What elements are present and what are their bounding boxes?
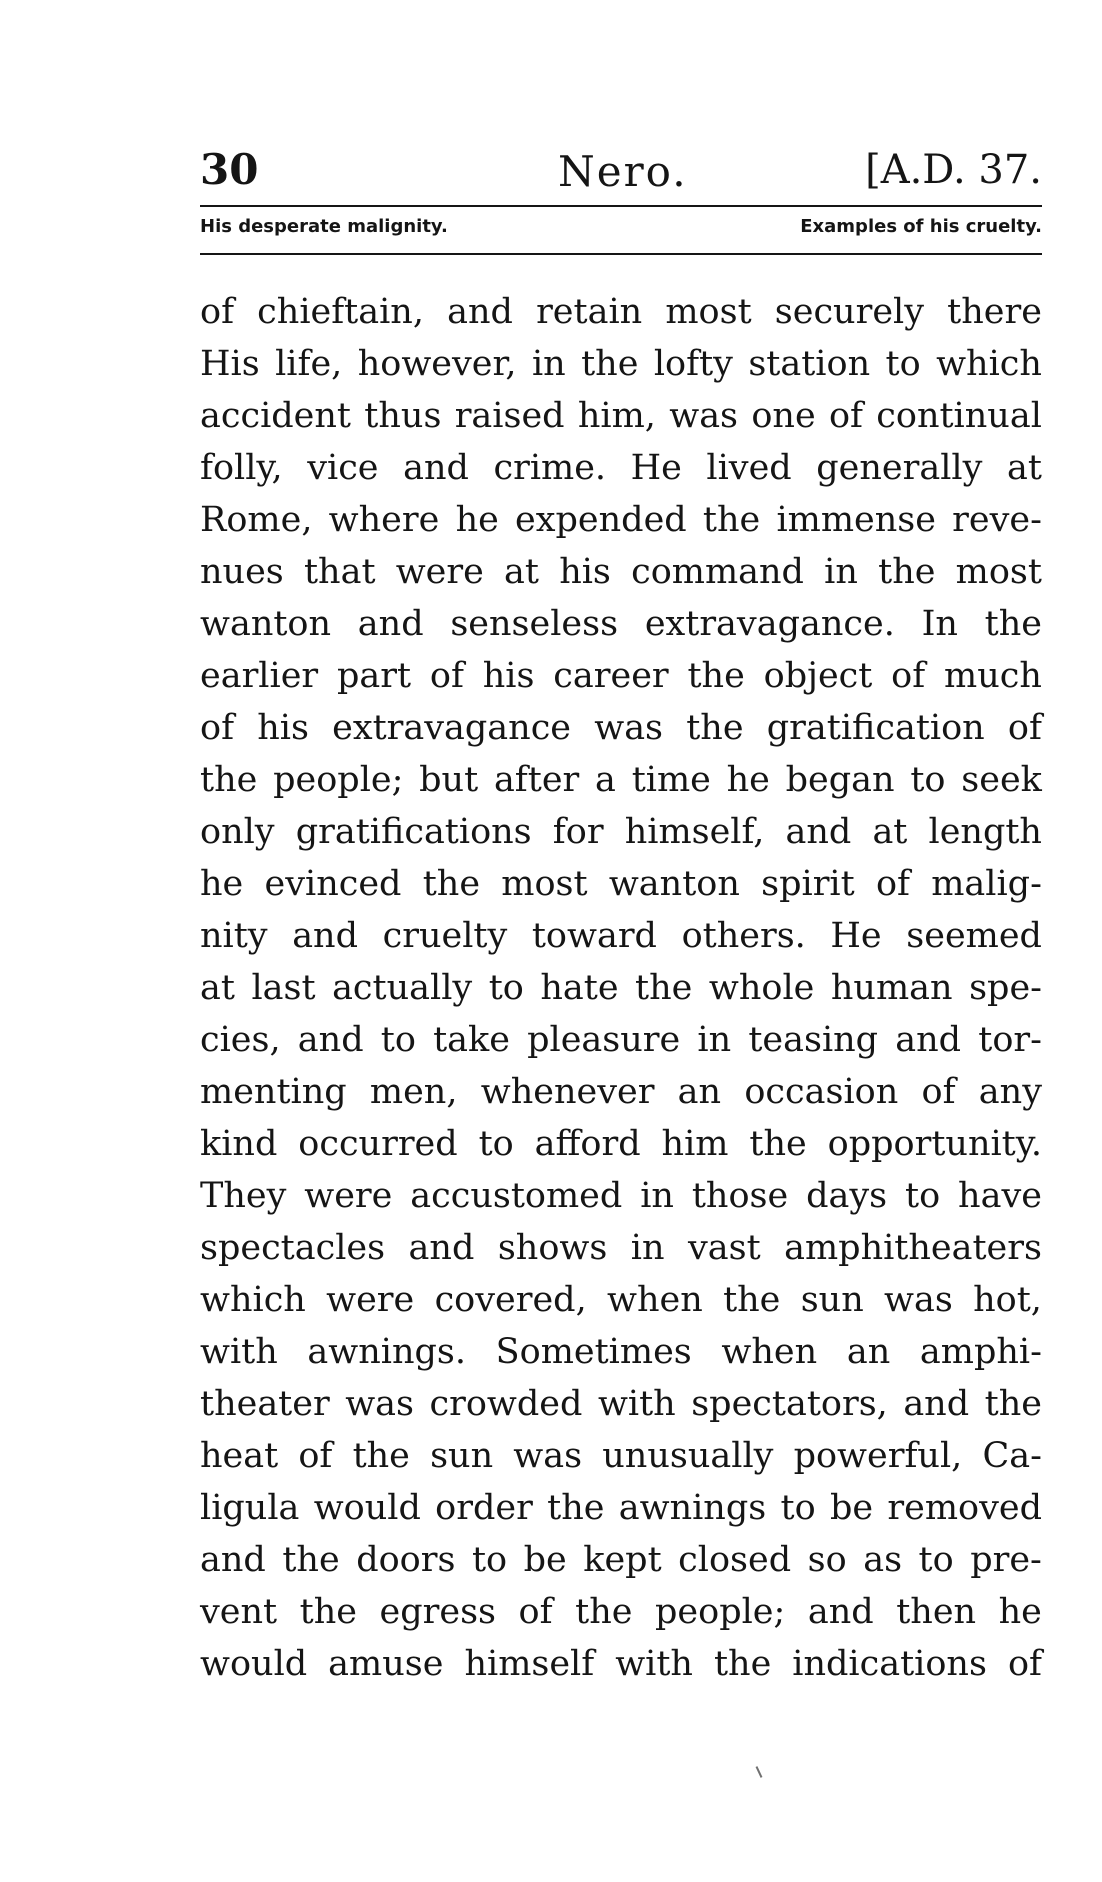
word: the (687, 656, 745, 696)
body-line (200, 910, 1042, 962)
word: of (200, 292, 235, 332)
body-line (200, 754, 1042, 806)
word: Sometimes (495, 1332, 692, 1372)
word: men, (369, 1072, 458, 1112)
word: when (721, 1332, 818, 1372)
word: in (531, 344, 566, 384)
word: part (336, 656, 412, 696)
word: the (422, 864, 481, 904)
word: of (200, 708, 235, 748)
word: much (944, 656, 1042, 696)
word: the (635, 968, 693, 1008)
word: raised (454, 396, 565, 436)
word: last (251, 968, 316, 1008)
word: securely (774, 292, 925, 332)
word: object (763, 656, 873, 696)
word: his (559, 552, 611, 592)
body-line (200, 962, 1042, 1014)
word: were (395, 552, 484, 592)
word: in (697, 1020, 732, 1060)
word: teasing (748, 1020, 879, 1060)
word: closed (678, 1540, 792, 1580)
word: of (1007, 1644, 1042, 1684)
word: in (630, 1228, 665, 1268)
word: of (921, 1072, 956, 1112)
word: powerful, (793, 1436, 963, 1476)
word: with (597, 1384, 676, 1424)
word: egress (379, 1592, 496, 1632)
word: as (863, 1540, 903, 1580)
word: of (828, 396, 863, 436)
word: cies, (200, 1020, 281, 1060)
word: Ca- (982, 1436, 1042, 1476)
word: opportunity. (827, 1124, 1042, 1164)
word: expended (515, 500, 687, 540)
word: where (328, 500, 440, 540)
word: time (631, 760, 711, 800)
word: his (257, 708, 309, 748)
word: of (518, 1592, 553, 1632)
word: himself (464, 1644, 595, 1684)
word: He (830, 916, 882, 956)
body-line (200, 1482, 1042, 1534)
word: seemed (906, 916, 1042, 956)
word: lived (706, 448, 792, 488)
body-line (200, 546, 1042, 598)
word: to (471, 1540, 508, 1580)
word: the (686, 708, 744, 748)
body-line (200, 702, 1042, 754)
word: extravagance (332, 708, 572, 748)
word: accustomed (410, 1176, 623, 1216)
body-line (200, 390, 1042, 442)
word: began (785, 760, 895, 800)
word: pre- (970, 1540, 1042, 1580)
word: Rome, (200, 500, 313, 540)
word: occurred (298, 1124, 458, 1164)
word: the (984, 604, 1042, 644)
body-line (200, 1170, 1042, 1222)
body-line (200, 598, 1042, 650)
body-line (200, 1066, 1042, 1118)
word: others. (681, 916, 806, 956)
word: kept (583, 1540, 662, 1580)
word: career (553, 656, 669, 696)
word: with (200, 1332, 278, 1372)
word: removed (887, 1488, 1042, 1528)
word: however, (357, 344, 517, 384)
word: In (921, 604, 958, 644)
word: of (429, 656, 464, 696)
word: They (200, 1176, 287, 1216)
word: and (895, 1020, 962, 1060)
word: his (482, 656, 535, 696)
subhead-left: His desperate malignity. (200, 216, 448, 237)
word: at (872, 812, 908, 852)
word: most (665, 292, 752, 332)
word: chieftain, (257, 292, 424, 332)
word: His (200, 344, 260, 384)
word: the (723, 1280, 781, 1320)
word: malig- (931, 864, 1042, 904)
word: and (903, 1384, 970, 1424)
word: those (691, 1176, 789, 1216)
word: be (523, 1540, 567, 1580)
body-line (200, 1118, 1042, 1170)
word: crime. (493, 448, 607, 488)
word: cruelty (382, 916, 508, 956)
word: vast (687, 1228, 761, 1268)
word: the (299, 1592, 357, 1632)
word: kind (200, 1124, 278, 1164)
word: command (631, 552, 804, 592)
word: have (958, 1176, 1042, 1216)
word: generally (816, 448, 983, 488)
word: amphi- (919, 1332, 1042, 1372)
word: tor- (978, 1020, 1042, 1060)
word: and (403, 448, 469, 488)
word: vent (200, 1592, 278, 1632)
word: to (478, 1124, 514, 1164)
word: gratification (766, 708, 985, 748)
word: were (304, 1176, 393, 1216)
word: seek (961, 760, 1042, 800)
word: and (357, 604, 424, 644)
word: whenever (480, 1072, 655, 1112)
word: length (928, 812, 1042, 852)
word: to (780, 1488, 816, 1528)
word: of (298, 1436, 333, 1476)
word: and (297, 1020, 364, 1060)
word: after (493, 760, 580, 800)
word: crowded (429, 1384, 583, 1424)
page-number: 30 (200, 145, 259, 194)
word: hot, (973, 1280, 1042, 1320)
word: was (513, 1436, 583, 1476)
word: the (352, 1436, 410, 1476)
word: spirit (761, 864, 855, 904)
word: for (552, 812, 604, 852)
body-line (200, 1326, 1042, 1378)
word: toward (531, 916, 657, 956)
word: and (200, 1540, 266, 1580)
date-mark: [A.D. 37. (865, 147, 1042, 193)
word: nity (200, 916, 268, 956)
word: he (455, 500, 499, 540)
word: himself, (624, 812, 765, 852)
word: extravagance. (644, 604, 895, 644)
word: the (878, 552, 936, 592)
word: days (806, 1176, 888, 1216)
word: and (408, 1228, 475, 1268)
word: spe- (969, 968, 1042, 1008)
word: awnings (618, 1488, 767, 1528)
word: people; (655, 1592, 786, 1632)
word: of (1007, 708, 1042, 748)
word: pleasure (527, 1020, 681, 1060)
word: vice (307, 448, 379, 488)
body-text (200, 286, 1042, 1690)
word: human (830, 968, 953, 1008)
word: of (875, 864, 910, 904)
word: people; (273, 760, 404, 800)
word: whole (708, 968, 815, 1008)
word: spectacles (200, 1228, 386, 1268)
word: awnings. (307, 1332, 467, 1372)
word: to (905, 1176, 941, 1216)
word: wanton (608, 864, 740, 904)
word: to (380, 1020, 416, 1060)
word: that (303, 552, 376, 592)
word: him, (577, 396, 656, 436)
word: unusually (602, 1436, 774, 1476)
word: in (824, 552, 858, 592)
word: ligula (200, 1488, 300, 1528)
word: nues (200, 552, 284, 592)
word: the (282, 1540, 340, 1580)
word: any (978, 1072, 1042, 1112)
word: to (918, 1540, 954, 1580)
word: indications (792, 1644, 987, 1684)
body-line (200, 1638, 1042, 1690)
body-line (200, 442, 1042, 494)
word: an (677, 1072, 722, 1112)
word: and (292, 916, 359, 956)
word: menting (200, 1072, 347, 1112)
word: take (433, 1020, 510, 1060)
word: was (884, 1280, 953, 1320)
word: thus (364, 396, 442, 436)
word: the (702, 500, 761, 540)
word: so (807, 1540, 847, 1580)
word: actually (332, 968, 473, 1008)
word: was (345, 1384, 415, 1424)
word: earlier (200, 656, 319, 696)
marginal-subheads (200, 212, 1042, 246)
word: sun (430, 1436, 494, 1476)
word: spectators, (691, 1384, 888, 1424)
body-line (200, 286, 1042, 338)
body-line (200, 1430, 1042, 1482)
word: be (829, 1488, 874, 1528)
word: would (313, 1488, 421, 1528)
word: immense (776, 500, 936, 540)
word: there (947, 292, 1042, 332)
word: to (910, 760, 946, 800)
word: was (594, 708, 664, 748)
word: the (581, 344, 639, 384)
word: hate (540, 968, 619, 1008)
word: which (936, 344, 1042, 384)
word: the (749, 1124, 807, 1164)
word: and (807, 1592, 874, 1632)
word: of (891, 656, 926, 696)
word: the (575, 1592, 633, 1632)
word: afford (534, 1124, 641, 1164)
body-line (200, 1378, 1042, 1430)
word: senseless (450, 604, 619, 644)
word: but (419, 760, 479, 800)
body-line (200, 1014, 1042, 1066)
word: most (955, 552, 1042, 592)
word: when (607, 1280, 703, 1320)
body-line (200, 1274, 1042, 1326)
word: order (435, 1488, 533, 1528)
word: a (595, 760, 616, 800)
word: amphitheaters (784, 1228, 1042, 1268)
word: the (200, 760, 258, 800)
word: which (200, 1280, 306, 1320)
word: amuse (328, 1644, 444, 1684)
word: wanton (200, 604, 332, 644)
word: life, (275, 344, 343, 384)
word: then (896, 1592, 977, 1632)
word: shows (497, 1228, 608, 1268)
body-line (200, 1586, 1042, 1638)
body-line (200, 494, 1042, 546)
body-line (200, 650, 1042, 702)
word: him (661, 1124, 729, 1164)
word: lofty (653, 344, 733, 384)
word: reve- (952, 500, 1042, 540)
word: continual (876, 396, 1042, 436)
word: theater (200, 1384, 330, 1424)
word: He (630, 448, 682, 488)
word: the (984, 1384, 1042, 1424)
word: accident (200, 396, 351, 436)
body-line (200, 858, 1042, 910)
word: occasion (744, 1072, 899, 1112)
word: doors (356, 1540, 456, 1580)
word: at (200, 968, 235, 1008)
word: one (751, 396, 816, 436)
word: only (200, 812, 275, 852)
body-line (200, 338, 1042, 390)
word: an (846, 1332, 891, 1372)
word: gratifications (295, 812, 532, 852)
word: and (447, 292, 513, 332)
word: he (200, 864, 244, 904)
word: evinced (264, 864, 402, 904)
word: covered, (434, 1280, 587, 1320)
word: heat (200, 1436, 279, 1476)
word: at (504, 552, 539, 592)
word: to (488, 968, 524, 1008)
word: with (615, 1644, 693, 1684)
subhead-right: Examples of his cruelty. (800, 216, 1042, 237)
word: were (326, 1280, 415, 1320)
word: and (785, 812, 852, 852)
body-line (200, 806, 1042, 858)
word: the (713, 1644, 772, 1684)
word: he (998, 1592, 1042, 1632)
word: sun (800, 1280, 864, 1320)
word: folly, (200, 448, 283, 488)
body-line (200, 1222, 1042, 1274)
running-title: Nero. (558, 147, 688, 196)
header-rule-bottom (200, 253, 1042, 255)
word: station (748, 344, 871, 384)
stray-ink-mark (756, 1766, 763, 1778)
header-rule-top (200, 205, 1042, 207)
body-line (200, 1534, 1042, 1586)
word: he (726, 760, 770, 800)
word: retain (536, 292, 643, 332)
page-header (200, 145, 1042, 197)
word: in (640, 1176, 674, 1216)
word: most (501, 864, 588, 904)
word: would (200, 1644, 308, 1684)
word: the (547, 1488, 605, 1528)
word: to (885, 344, 921, 384)
word: was (669, 396, 739, 436)
word: at (1006, 448, 1042, 488)
